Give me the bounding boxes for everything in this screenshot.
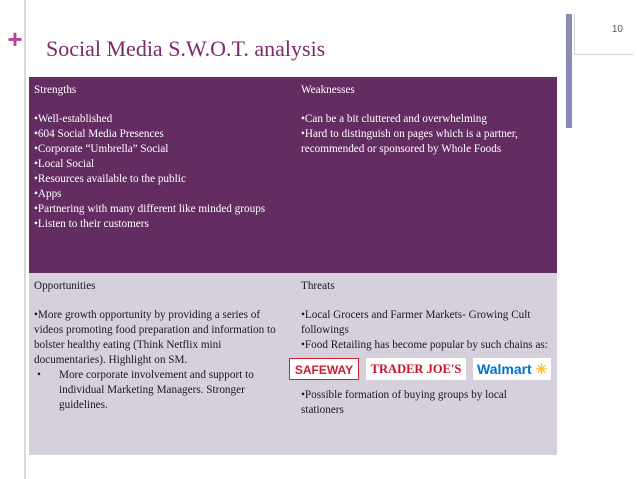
left-divider (24, 0, 26, 479)
swot-table (29, 77, 557, 455)
threat-item: •Possible formation of buying groups by local stationers (301, 389, 507, 416)
trader-joes-logo: TRADER JOE'S (366, 358, 466, 380)
page-accent-bar (566, 14, 572, 128)
swot-row-external (29, 273, 557, 455)
page-number: 10 (611, 24, 623, 35)
threats-cell (296, 273, 557, 455)
strength-item: •Resources available to the public (34, 173, 186, 185)
opportunities-cell (29, 273, 296, 455)
strength-item: •Corporate “Umbrella” Social (34, 143, 169, 155)
threat-item: •Local Grocers and Farmer Markets- Growing Cult followings (301, 309, 531, 336)
strength-item: •Partnering with many different like minded groups (34, 203, 266, 215)
bullet-mark: • (37, 369, 41, 381)
weakness-item: •Hard to distinguish on pages which is a partner, recommended or sponsored by Whole Foods (301, 128, 518, 155)
plus-icon: + (7, 24, 23, 54)
opportunity-item: •More growth opportunity by providing a series of videos promoting food preparation and information to bolster healthy eating (Think Netflix mini documentaries). Highlight on SM. (34, 309, 276, 366)
swot-row-internal (29, 77, 557, 273)
safeway-logo: SAFEWAY (289, 358, 359, 380)
strengths-heading: Strengths (34, 84, 77, 96)
page-number-box (574, 14, 633, 55)
walmart-spark-icon: ✳ (535, 361, 548, 377)
retailer-logos (289, 356, 552, 384)
strength-item: •Apps (34, 188, 62, 200)
strength-item: •604 Social Media Presences (34, 128, 164, 140)
opportunity-sub-item (34, 368, 291, 413)
threats-heading: Threats (301, 280, 335, 292)
opportunities-heading: Opportunities (34, 280, 96, 292)
walmart-logo-text: Walmart (477, 361, 532, 377)
weakness-item: •Can be a bit cluttered and overwhelming (301, 113, 487, 125)
weaknesses-heading: Weaknesses (301, 84, 355, 96)
opportunity-sub-item-text: More corporate involvement and support to individual Marketing Managers. Stronger guidelines. (59, 369, 254, 411)
strength-item: •Local Social (34, 158, 95, 170)
threat-item: •Food Retailing has become popular by such chains as: (301, 339, 548, 351)
strength-item: •Well-established (34, 113, 113, 125)
slide-title: Social Media S.W.O.T. analysis (46, 36, 326, 61)
strength-item: •Listen to their customers (34, 218, 149, 230)
strengths-cell (29, 77, 296, 273)
weaknesses-cell (296, 77, 557, 273)
walmart-logo (473, 358, 551, 380)
